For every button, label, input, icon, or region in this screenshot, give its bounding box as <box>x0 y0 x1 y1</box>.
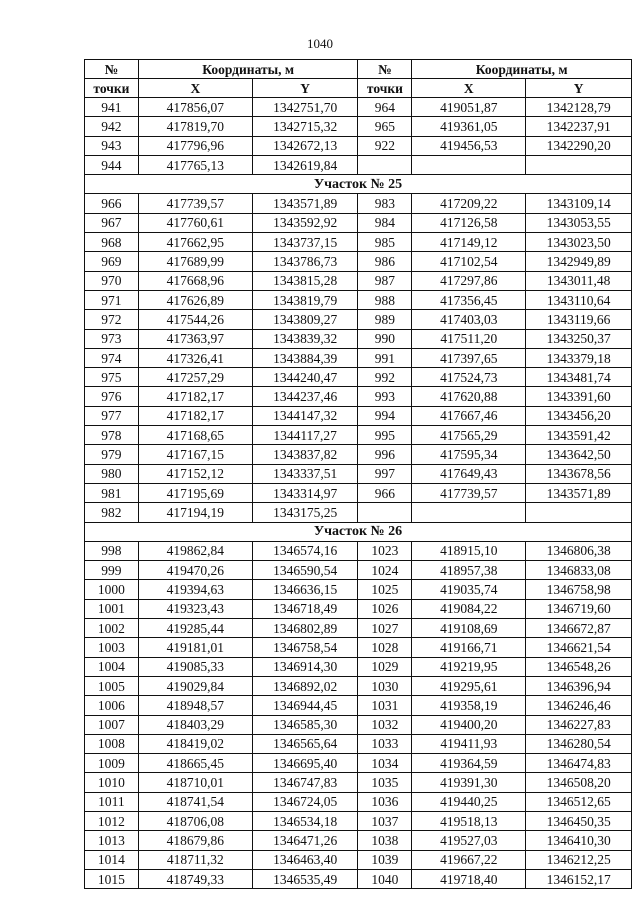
x-coordinate-left: 419029,84 <box>138 676 252 695</box>
y-coordinate-right: 1346548,26 <box>526 657 632 676</box>
table-row <box>85 252 632 271</box>
table-row <box>85 638 632 657</box>
y-coordinate-left: 1343786,73 <box>252 252 358 271</box>
point-number-right: 1037 <box>358 811 412 830</box>
table-row <box>85 271 632 290</box>
point-number-right: 989 <box>358 310 412 329</box>
y-coordinate-right: 1346152,17 <box>526 869 632 888</box>
x-coordinate-right <box>412 155 526 174</box>
table-row <box>85 348 632 367</box>
point-number-left: 970 <box>85 271 139 290</box>
x-coordinate-right: 419051,87 <box>412 98 526 117</box>
x-coordinate-left: 419323,43 <box>138 599 252 618</box>
y-coordinate-left: 1343809,27 <box>252 310 358 329</box>
y-coordinate-left: 1346758,54 <box>252 638 358 657</box>
x-coordinate-right: 417397,65 <box>412 348 526 367</box>
x-coordinate-left: 418419,02 <box>138 734 252 753</box>
point-number-left: 999 <box>85 561 139 580</box>
x-coordinate-left: 417182,17 <box>138 406 252 425</box>
section-header-row <box>85 522 632 541</box>
point-number-right: 1024 <box>358 561 412 580</box>
point-number-left: 1000 <box>85 580 139 599</box>
x-coordinate-right: 417403,03 <box>412 310 526 329</box>
x-coordinate-right: 419364,59 <box>412 754 526 773</box>
point-number-right: 1026 <box>358 599 412 618</box>
y-coordinate-right: 1343456,20 <box>526 406 632 425</box>
point-number-right: 1028 <box>358 638 412 657</box>
x-coordinate-left: 419470,26 <box>138 561 252 580</box>
y-coordinate-left: 1346574,16 <box>252 541 358 560</box>
table-row <box>85 368 632 387</box>
table-row <box>85 811 632 830</box>
point-number-left: 977 <box>85 406 139 425</box>
y-coordinate-right: 1343379,18 <box>526 348 632 367</box>
x-coordinate-left: 419285,44 <box>138 619 252 638</box>
y-coordinate-left: 1344240,47 <box>252 368 358 387</box>
table-row <box>85 792 632 811</box>
x-coordinate-left: 418679,86 <box>138 831 252 850</box>
table-row <box>85 98 632 117</box>
table-row <box>85 483 632 502</box>
table-row <box>85 619 632 638</box>
x-coordinate-right: 417297,86 <box>412 271 526 290</box>
y-coordinate-left: 1342715,32 <box>252 117 358 136</box>
table-row <box>85 657 632 676</box>
point-number-left: 1010 <box>85 773 139 792</box>
y-coordinate-left: 1346534,18 <box>252 811 358 830</box>
point-number-left: 980 <box>85 464 139 483</box>
point-number-left: 1002 <box>85 619 139 638</box>
x-header-right: X <box>412 79 526 98</box>
x-coordinate-left: 417167,15 <box>138 445 252 464</box>
point-number-left: 1003 <box>85 638 139 657</box>
x-coordinate-right: 418915,10 <box>412 541 526 560</box>
y-coordinate-left: 1343839,32 <box>252 329 358 348</box>
table-row <box>85 290 632 309</box>
table-row <box>85 387 632 406</box>
x-coordinate-left: 419862,84 <box>138 541 252 560</box>
x-coordinate-left: 418749,33 <box>138 869 252 888</box>
x-coordinate-right: 419718,40 <box>412 869 526 888</box>
point-number-left: 944 <box>85 155 139 174</box>
table-row <box>85 310 632 329</box>
point-number-left: 982 <box>85 503 139 522</box>
y-coordinate-right: 1342128,79 <box>526 98 632 117</box>
x-coordinate-right: 419166,71 <box>412 638 526 657</box>
x-coordinate-right: 419411,93 <box>412 734 526 753</box>
point-number-right <box>358 155 412 174</box>
x-coordinate-right: 419035,74 <box>412 580 526 599</box>
table-row <box>85 580 632 599</box>
point-number-right: 1033 <box>358 734 412 753</box>
table-row <box>85 754 632 773</box>
y-coordinate-left: 1346590,54 <box>252 561 358 580</box>
x-coordinate-right: 417149,12 <box>412 233 526 252</box>
point-number-left: 1004 <box>85 657 139 676</box>
coordinates-header-right: Координаты, м <box>412 60 632 79</box>
point-number-left: 1015 <box>85 869 139 888</box>
point-number-left: 1007 <box>85 715 139 734</box>
x-coordinate-left: 417668,96 <box>138 271 252 290</box>
point-number-right: 993 <box>358 387 412 406</box>
y-coordinate-left: 1346802,89 <box>252 619 358 638</box>
table-row <box>85 541 632 560</box>
point-number-right: 1036 <box>358 792 412 811</box>
y-coordinate-left: 1346695,40 <box>252 754 358 773</box>
x-coordinate-left: 417182,17 <box>138 387 252 406</box>
x-coordinate-left: 417152,12 <box>138 464 252 483</box>
section-title: Участок № 26 <box>85 522 632 541</box>
table-body <box>85 98 632 889</box>
x-coordinate-left: 417544,26 <box>138 310 252 329</box>
x-coordinate-right: 419400,20 <box>412 715 526 734</box>
point-label-header-left: точки <box>85 79 139 98</box>
table-row <box>85 464 632 483</box>
y-coordinate-left: 1346463,40 <box>252 850 358 869</box>
point-number-left: 1014 <box>85 850 139 869</box>
point-number-left: 974 <box>85 348 139 367</box>
table-row <box>85 676 632 695</box>
y-coordinate-right: 1346621,54 <box>526 638 632 657</box>
x-coordinate-right: 419440,25 <box>412 792 526 811</box>
point-number-left: 998 <box>85 541 139 560</box>
y-coordinate-left: 1344117,27 <box>252 426 358 445</box>
table-row <box>85 117 632 136</box>
point-number-left: 967 <box>85 213 139 232</box>
y-header-left: Y <box>252 79 358 98</box>
x-coordinate-right: 417739,57 <box>412 483 526 502</box>
y-coordinate-right: 1346246,46 <box>526 696 632 715</box>
point-number-left: 1013 <box>85 831 139 850</box>
x-coordinate-right: 419358,19 <box>412 696 526 715</box>
point-number-left: 1005 <box>85 676 139 695</box>
y-coordinate-right: 1343591,42 <box>526 426 632 445</box>
y-coordinate-right: 1343119,66 <box>526 310 632 329</box>
point-number-right: 1040 <box>358 869 412 888</box>
x-coordinate-right: 417209,22 <box>412 194 526 213</box>
y-coordinate-right: 1346719,60 <box>526 599 632 618</box>
y-coordinate-right: 1346833,08 <box>526 561 632 580</box>
point-number-left: 1009 <box>85 754 139 773</box>
header-row-top <box>85 60 632 79</box>
x-coordinate-left: 417257,29 <box>138 368 252 387</box>
y-coordinate-right: 1343571,89 <box>526 483 632 502</box>
y-coordinate-right <box>526 155 632 174</box>
x-coordinate-right: 418957,38 <box>412 561 526 580</box>
y-coordinate-left: 1346585,30 <box>252 715 358 734</box>
point-number-right: 991 <box>358 348 412 367</box>
y-coordinate-left: 1346636,15 <box>252 580 358 599</box>
point-number-right: 966 <box>358 483 412 502</box>
point-number-right: 995 <box>358 426 412 445</box>
y-header-right: Y <box>526 79 632 98</box>
y-coordinate-right: 1343053,55 <box>526 213 632 232</box>
x-coordinate-right: 417356,45 <box>412 290 526 309</box>
table-row <box>85 831 632 850</box>
point-number-left: 1008 <box>85 734 139 753</box>
y-coordinate-right: 1343011,48 <box>526 271 632 290</box>
point-number-right: 1025 <box>358 580 412 599</box>
table-row <box>85 715 632 734</box>
x-coordinate-left: 417819,70 <box>138 117 252 136</box>
x-coordinate-left: 417739,57 <box>138 194 252 213</box>
point-number-right: 1039 <box>358 850 412 869</box>
point-number-right: 1030 <box>358 676 412 695</box>
y-coordinate-right: 1342237,91 <box>526 117 632 136</box>
y-coordinate-right: 1346806,38 <box>526 541 632 560</box>
y-coordinate-left: 1343737,15 <box>252 233 358 252</box>
y-coordinate-left: 1342672,13 <box>252 136 358 155</box>
x-coordinate-left: 417662,95 <box>138 233 252 252</box>
y-coordinate-right: 1346227,83 <box>526 715 632 734</box>
x-coordinate-right: 417565,29 <box>412 426 526 445</box>
x-coordinate-right: 417620,88 <box>412 387 526 406</box>
x-coordinate-right: 419667,22 <box>412 850 526 869</box>
y-coordinate-right: 1343678,56 <box>526 464 632 483</box>
x-coordinate-left: 417168,65 <box>138 426 252 445</box>
point-number-right: 984 <box>358 213 412 232</box>
point-number-left: 973 <box>85 329 139 348</box>
point-number-right: 1029 <box>358 657 412 676</box>
y-coordinate-right: 1346396,94 <box>526 676 632 695</box>
x-coordinate-left: 419181,01 <box>138 638 252 657</box>
coordinates-header-left: Координаты, м <box>138 60 358 79</box>
y-coordinate-left: 1346718,49 <box>252 599 358 618</box>
point-number-right: 990 <box>358 329 412 348</box>
y-coordinate-right <box>526 503 632 522</box>
point-number-right: 986 <box>358 252 412 271</box>
point-number-header-right: № <box>358 60 412 79</box>
point-number-left: 978 <box>85 426 139 445</box>
y-coordinate-left: 1343175,25 <box>252 503 358 522</box>
point-number-left: 976 <box>85 387 139 406</box>
x-coordinate-right: 417595,34 <box>412 445 526 464</box>
point-number-right: 996 <box>358 445 412 464</box>
section-header-row <box>85 175 632 194</box>
y-coordinate-right: 1346512,65 <box>526 792 632 811</box>
x-coordinate-right: 419361,05 <box>412 117 526 136</box>
table-row <box>85 599 632 618</box>
x-coordinate-left: 418403,29 <box>138 715 252 734</box>
point-number-left: 943 <box>85 136 139 155</box>
point-number-right: 985 <box>358 233 412 252</box>
point-number-left: 1011 <box>85 792 139 811</box>
x-coordinate-right: 419219,95 <box>412 657 526 676</box>
y-coordinate-left: 1346747,83 <box>252 773 358 792</box>
x-coordinate-right <box>412 503 526 522</box>
y-coordinate-right: 1346212,25 <box>526 850 632 869</box>
y-coordinate-left: 1344237,46 <box>252 387 358 406</box>
y-coordinate-right: 1343642,50 <box>526 445 632 464</box>
point-number-header-left: № <box>85 60 139 79</box>
y-coordinate-left: 1346565,64 <box>252 734 358 753</box>
table-row <box>85 503 632 522</box>
point-number-right: 922 <box>358 136 412 155</box>
x-coordinate-right: 419084,22 <box>412 599 526 618</box>
table-row <box>85 696 632 715</box>
table-row <box>85 213 632 232</box>
table-row <box>85 194 632 213</box>
coordinates-table <box>84 59 632 889</box>
x-coordinate-right: 417649,43 <box>412 464 526 483</box>
point-number-right: 997 <box>358 464 412 483</box>
table-row <box>85 406 632 425</box>
y-coordinate-left: 1343815,28 <box>252 271 358 290</box>
x-header-left: X <box>138 79 252 98</box>
x-coordinate-left: 418665,45 <box>138 754 252 773</box>
table-row <box>85 329 632 348</box>
table-row <box>85 136 632 155</box>
table-row <box>85 155 632 174</box>
point-number-left: 966 <box>85 194 139 213</box>
point-number-left: 1012 <box>85 811 139 830</box>
y-coordinate-right: 1346280,54 <box>526 734 632 753</box>
y-coordinate-left: 1343819,79 <box>252 290 358 309</box>
y-coordinate-right: 1343110,64 <box>526 290 632 309</box>
y-coordinate-left: 1343314,97 <box>252 483 358 502</box>
point-number-right <box>358 503 412 522</box>
y-coordinate-right: 1346508,20 <box>526 773 632 792</box>
point-number-right: 1038 <box>358 831 412 850</box>
x-coordinate-right: 417524,73 <box>412 368 526 387</box>
point-number-left: 1001 <box>85 599 139 618</box>
point-number-right: 1031 <box>358 696 412 715</box>
x-coordinate-left: 417626,89 <box>138 290 252 309</box>
point-number-right: 992 <box>358 368 412 387</box>
table-row <box>85 850 632 869</box>
y-coordinate-right: 1342949,89 <box>526 252 632 271</box>
x-coordinate-right: 419456,53 <box>412 136 526 155</box>
y-coordinate-left: 1342619,84 <box>252 155 358 174</box>
x-coordinate-right: 417511,20 <box>412 329 526 348</box>
x-coordinate-left: 419394,63 <box>138 580 252 599</box>
x-coordinate-left: 418948,57 <box>138 696 252 715</box>
point-number-right: 994 <box>358 406 412 425</box>
y-coordinate-left: 1346535,49 <box>252 869 358 888</box>
x-coordinate-left: 417856,07 <box>138 98 252 117</box>
x-coordinate-right: 419527,03 <box>412 831 526 850</box>
y-coordinate-left: 1346892,02 <box>252 676 358 695</box>
point-number-left: 972 <box>85 310 139 329</box>
point-number-left: 979 <box>85 445 139 464</box>
point-number-left: 981 <box>85 483 139 502</box>
y-coordinate-left: 1344147,32 <box>252 406 358 425</box>
table-row <box>85 773 632 792</box>
x-coordinate-left: 417765,13 <box>138 155 252 174</box>
y-coordinate-right: 1346474,83 <box>526 754 632 773</box>
point-number-right: 965 <box>358 117 412 136</box>
point-number-right: 1027 <box>358 619 412 638</box>
table-row <box>85 426 632 445</box>
x-coordinate-left: 417363,97 <box>138 329 252 348</box>
y-coordinate-right: 1343481,74 <box>526 368 632 387</box>
y-coordinate-right: 1343391,60 <box>526 387 632 406</box>
y-coordinate-left: 1343337,51 <box>252 464 358 483</box>
point-number-right: 1035 <box>358 773 412 792</box>
point-number-right: 983 <box>358 194 412 213</box>
x-coordinate-left: 417194,19 <box>138 503 252 522</box>
y-coordinate-left: 1346724,05 <box>252 792 358 811</box>
y-coordinate-left: 1343837,82 <box>252 445 358 464</box>
x-coordinate-right: 419108,69 <box>412 619 526 638</box>
x-coordinate-left: 417760,61 <box>138 213 252 232</box>
y-coordinate-right: 1343250,37 <box>526 329 632 348</box>
y-coordinate-right: 1346758,98 <box>526 580 632 599</box>
x-coordinate-left: 418706,08 <box>138 811 252 830</box>
x-coordinate-left: 418741,54 <box>138 792 252 811</box>
header-row-bottom <box>85 79 632 98</box>
x-coordinate-right: 419295,61 <box>412 676 526 695</box>
y-coordinate-right: 1342290,20 <box>526 136 632 155</box>
x-coordinate-right: 417102,54 <box>412 252 526 271</box>
y-coordinate-right: 1346672,87 <box>526 619 632 638</box>
point-number-left: 942 <box>85 117 139 136</box>
table-row <box>85 233 632 252</box>
x-coordinate-left: 417195,69 <box>138 483 252 502</box>
point-number-right: 987 <box>358 271 412 290</box>
y-coordinate-right: 1346410,30 <box>526 831 632 850</box>
x-coordinate-left: 417326,41 <box>138 348 252 367</box>
x-coordinate-left: 418711,32 <box>138 850 252 869</box>
point-number-right: 964 <box>358 98 412 117</box>
x-coordinate-left: 417796,96 <box>138 136 252 155</box>
point-number-right: 988 <box>358 290 412 309</box>
point-number-left: 968 <box>85 233 139 252</box>
point-number-right: 1034 <box>358 754 412 773</box>
point-number-left: 975 <box>85 368 139 387</box>
y-coordinate-left: 1342751,70 <box>252 98 358 117</box>
section-title: Участок № 25 <box>85 175 632 194</box>
point-number-right: 1023 <box>358 541 412 560</box>
page-number: 1040 <box>307 36 333 51</box>
point-number-left: 941 <box>85 98 139 117</box>
point-number-left: 971 <box>85 290 139 309</box>
x-coordinate-left: 417689,99 <box>138 252 252 271</box>
y-coordinate-left: 1346944,45 <box>252 696 358 715</box>
point-number-right: 1032 <box>358 715 412 734</box>
y-coordinate-left: 1346471,26 <box>252 831 358 850</box>
x-coordinate-left: 418710,01 <box>138 773 252 792</box>
table-row <box>85 445 632 464</box>
y-coordinate-left: 1343884,39 <box>252 348 358 367</box>
table-row <box>85 561 632 580</box>
y-coordinate-left: 1343592,92 <box>252 213 358 232</box>
x-coordinate-right: 417126,58 <box>412 213 526 232</box>
y-coordinate-right: 1343023,50 <box>526 233 632 252</box>
table-row <box>85 734 632 753</box>
point-number-left: 1006 <box>85 696 139 715</box>
table-row <box>85 869 632 888</box>
y-coordinate-left: 1346914,30 <box>252 657 358 676</box>
x-coordinate-right: 419391,30 <box>412 773 526 792</box>
x-coordinate-right: 417667,46 <box>412 406 526 425</box>
point-label-header-right: точки <box>358 79 412 98</box>
y-coordinate-right: 1343109,14 <box>526 194 632 213</box>
x-coordinate-right: 419518,13 <box>412 811 526 830</box>
point-number-left: 969 <box>85 252 139 271</box>
x-coordinate-left: 419085,33 <box>138 657 252 676</box>
y-coordinate-left: 1343571,89 <box>252 194 358 213</box>
y-coordinate-right: 1346450,35 <box>526 811 632 830</box>
